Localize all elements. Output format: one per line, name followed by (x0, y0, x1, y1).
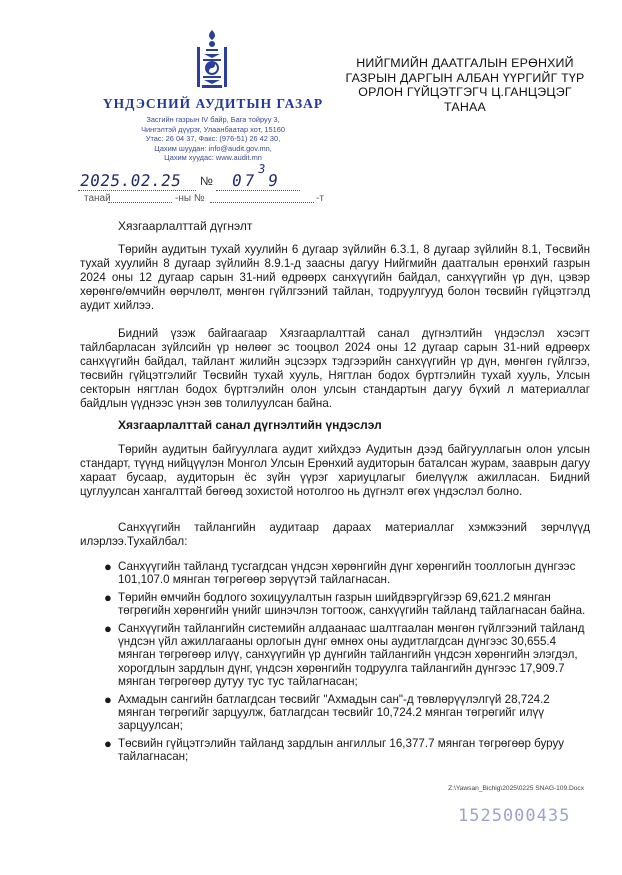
finding-text: Төрийн өмчийн бодлого зохицуулалтын газрын шийдвэргүйгээр 69,621.2 мянган төгрөгийн хөрөнгийн үнийг шинэчлэн тогтоож, санхүүгийн тайланд тайлагнасан байна. (118, 590, 586, 618)
bullet-icon: ● (104, 589, 112, 605)
date-underline (78, 190, 196, 191)
org-contact-info (108, 115, 318, 163)
bullet-icon: ● (104, 735, 112, 751)
reply-suffix: -т (316, 193, 324, 204)
number-underline (216, 190, 300, 191)
recipient-line: ТАНАА (444, 99, 486, 114)
recipient-line: ГАЗРЫН ДАРГЫН АЛБАН ҮҮРГИЙГ ТҮР (345, 70, 585, 85)
reply-mid: -ны № (175, 193, 205, 204)
finding-text: Санхүүгийн тайлангийн системийн алдаанаас шалтгаалан мөнгөн гүйлгээний тайланд үндсэн үйл ажиллагааны орлогын дүнг өмнөх оны аудитлагдсан дүнгээс 30,655.4 мянган төгрөгөөр илүү, санхүүгийн үр дүнгийн тайлангийн үндсэн хөрөнгийн элэгдэл, хорогдлын зардлын дүнг, үндсэн хөрөнгийн тодруулга тайлангийн дүнгээс 17,909.7 мянган төгрөгөөр дутуу тус тус тайлагнасан; (118, 621, 585, 689)
finding-text: Төсвийн гүйцэтгэлийн тайланд зардлын ангиллыг 16,377.7 мянган төгрөгөөр буруу тайлагнасан; (118, 736, 565, 764)
letter-date: 2025.02.25 (78, 171, 183, 190)
number-sign: № (200, 174, 213, 188)
file-path: Z:\Yawsan_Bichig\2025\0225 SNAG-109.Docx (448, 785, 584, 792)
reply-underline-1 (108, 202, 172, 203)
findings-list (80, 560, 590, 768)
bullet-icon: ● (104, 691, 112, 707)
recipient-line: НИЙГМИЙН ДААТГАЛЫН ЕРӨНХИЙ (356, 56, 574, 70)
org-info-line: Засгийн газрын IV байр, Бага тойруу 3, (146, 115, 280, 124)
recipient-block (330, 56, 600, 114)
section-heading: Хязгаарлалттай санал дүгнэлтийн үндэслэл (118, 418, 382, 432)
org-info-line: Утас: 26 04 37, Факс: (976-51) 26 42 30, (145, 134, 281, 144)
paragraph-opinion: Бидний үзэж байгаагаар Хязгаарлалттай санал дүгнэлтийн үндэслэл хэсэгт тайлбарласан зүйлсийн үр нөлөөг эс тооцвол 2024 оны 12 дугаар сарын 31-ний өдрөөрх санхүүгийн байдал, тайлант жилийн эцсээрх тэдгээрийн санхүүгийн үр дүн, мөнгөн гүйлгээ, төсвийн гүйцэтгэлийг Төсвийн тухай хууль, Нягтлан бодох бүртгэлийн тухай хууль, Улсын секторын нягтлан бодох бүртгэлийн олон улсын стандартын дагуу бүхий л материаллаг байдлын үүднээс үнэн зөв толилуулсан байна. (80, 327, 590, 410)
list-item (80, 693, 590, 733)
reply-prefix: танай (84, 193, 111, 204)
finding-text: Ахмадын сангийн батлагдсан төсвийг "Ахмадын сан"-д төвлөрүүлэлгүй 28,724.2 мянган төгрөгийг зарцуулж, батлагдсан төсвийг 10,724.2 мянган төгрөгийг илүү зарцуулсан; (118, 692, 550, 733)
paragraph-basis: Төрийн аудитын байгууллага аудит хийхдээ Аудитын дээд байгууллагын олон улсын стандарт, түүнд нийцүүлэн Монгол Улсын Ерөнхий аудиторын баталсан журам, зааврын дагуу хараат бусаар, аудиторын ёс зүйн үүрэг хариуцлагыг биелүүлж ажилласан. Бидний цуглуулсан хангалттай бөгөөд зохистой нотолгоо нь дүгнэлт өгөх үндэслэл болно. (80, 443, 590, 498)
org-info-line: Цахим шуудан: info@audit.gov.mn, (154, 143, 272, 153)
letter-number-suffix: 9 (266, 171, 282, 190)
org-name: ҮНДЭСНИЙ АУДИТЫН ГАЗАР (102, 96, 324, 111)
paragraph-audit-scope: Төрийн аудитын тухай хуулийн 6 дугаар зүйлийн 6.3.1, 8 дугаар зүйлийн 8.1, Төсвийн тухай хуулийн 8 дугаар зүйлийн 8.9.1-д заасны дагуу Нийгмийн даатгалын ерөнхий газрын 2024 оны 12 дугаар сарын 31-ний өдрөөрх санхүүгийн байдал, санхүүгийн үр дүн, цэвэр хөрөнгө/өмчийн өөрчлөлт, мөнгөн гүйлгээний тайлан, тодруулгууд болон төсвийн гүйцэтгэлд аудит хийлээ. (80, 243, 590, 312)
list-item (80, 737, 590, 764)
list-item (80, 591, 590, 618)
recipient-line: ОРЛОН ГҮЙЦЭТГЭГЧ Ц.ГАНЦЭЦЭГ (358, 85, 572, 100)
org-info-line: Чингэлтэй дүүрэг, Улаанбаатар хот, 15160 (141, 124, 285, 134)
letter-subject: Хязгаарлалттай дүгнэлт (118, 219, 253, 233)
list-item (80, 622, 590, 689)
registration-stamp: 1525000435 (458, 806, 571, 826)
bullet-icon: ● (104, 559, 112, 574)
soyombo-emblem-icon (190, 28, 234, 90)
reply-underline-2 (210, 202, 314, 203)
list-item (80, 560, 590, 587)
paragraph-findings-intro: Санхүүгийн тайлангийн аудитаар дараах материаллаг хэмжээний зөрчлүүд илэрлээ.Тухайлбал: (80, 521, 590, 548)
letter-number: 07 (230, 171, 259, 190)
org-info-line: Цахим хуудас: www.audit.mn (164, 153, 262, 163)
finding-text: Санхүүгийн тайланд тусгагдсан үндсэн хөрөнгийн дүнг хөрөнгийн тооллогын дүнгээс 101,107.0 мянган төгрөгөөр зөрүүтэй тайлагнасан. (118, 560, 576, 587)
bullet-icon: ● (104, 620, 112, 636)
letter-number-sup: 3 (257, 162, 267, 176)
